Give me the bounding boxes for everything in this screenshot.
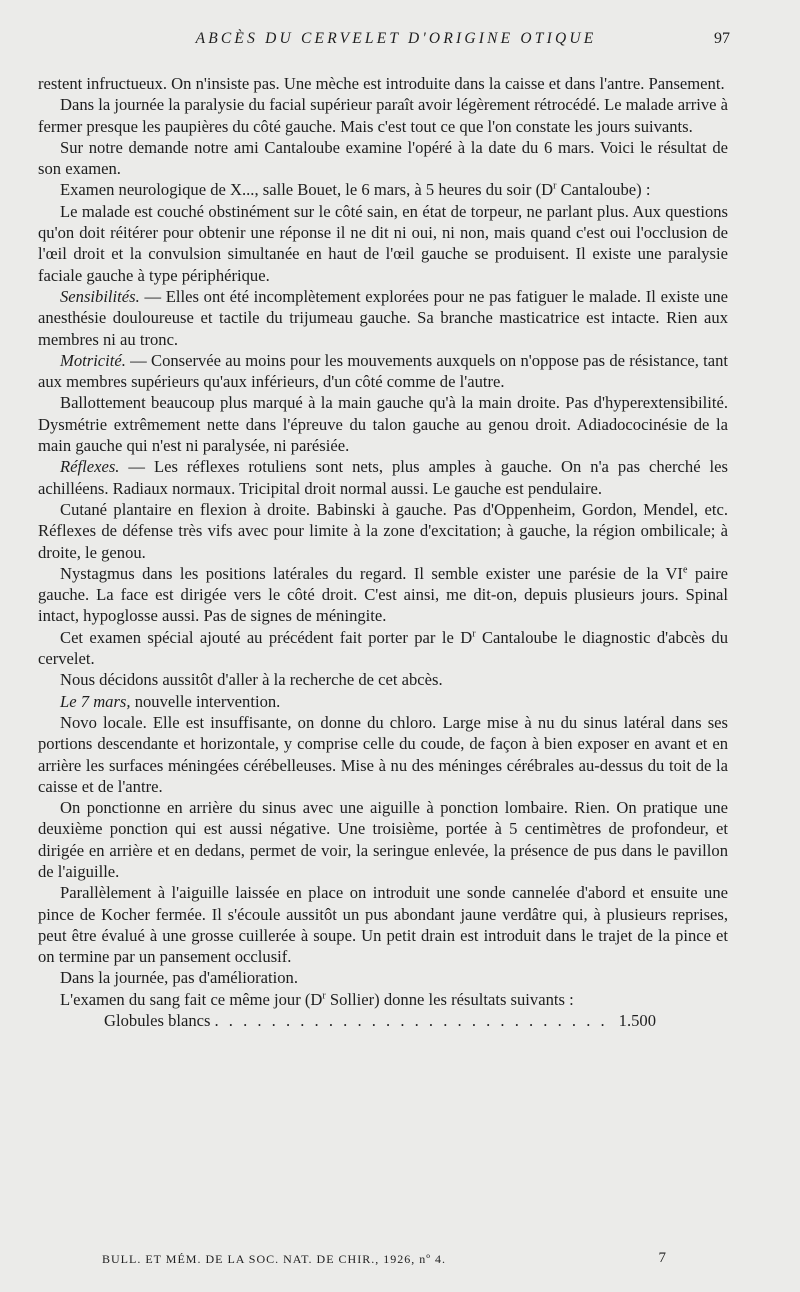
paragraph-text: L'examen du sang fait ce même jour (D	[60, 989, 323, 1009]
paragraph-text: Dans la journée, pas d'amélioration.	[60, 968, 298, 988]
paragraph-lead: Réflexes.	[60, 457, 120, 477]
paragraph	[38, 286, 728, 350]
paragraph-text: Le malade est couché obstinément sur le côté sain, en état de torpeur, ne parlant plus. Aux questions qu'on doit réitérer pour obtenir une réponse il ne dit ni oui, ni non, mais quand c'est oui l'occlusion de l'œil droit et la convulsion simultanée en haut de l'œil gauche se produisent. Il existe une paralysie faciale gauche à type périphérique.	[38, 201, 728, 285]
page-header	[62, 30, 730, 54]
paragraph-text: paire gauche. La face est dirigée vers le côté droit. C'est ainsi, me dit-on, depuis plusieurs jours. Spinal intact, hypoglosse aussi. Pas de signes de méningite.	[38, 563, 728, 626]
paragraph-lead: Sensibilités.	[60, 286, 140, 306]
paragraph-text: Novo locale. Elle est insuffisante, on donne du chloro. Large mise à nu du sinus latéral dans ses portions descendante et horizontale, y comprise celle du coude, de façon à bien exposer en avant et en arrière les surfaces méningées cérébelleuses. Mise à nu des méninges cérébrales au-dessus du toit de la caisse et de l'antre.	[38, 712, 728, 796]
paragraph	[38, 882, 728, 967]
paragraph-text: Sollier) donne les résultats suivants :	[325, 989, 574, 1009]
paragraph-text: — Conservée au moins pour les mouvements auxquels on n'oppose pas de résistance, tant aux membres supérieurs qu'aux inférieurs, d'un côté comme de l'autre.	[38, 350, 728, 392]
paragraph-text: — Les réflexes rotuliens sont nets, plus amples à gauche. On n'a pas cherché les achilléens. Radiaux normaux. Tricipital droit normal aussi. Le gauche est pendulaire.	[38, 457, 728, 498]
body-text	[38, 73, 728, 1031]
signature-mark: 7	[658, 1250, 666, 1266]
paragraph-lead: Motricité.	[60, 350, 126, 370]
paragraph-text: Ballottement beaucoup plus marqué à la main gauche qu'à la main droite. Pas d'hyperextensibilité. Dysmétrie extrêmement nette dans l'épreuve du talon gauche au genou droit. Adiadococinésie de la main gauche qui n'est ni paralysée, ni parésiée.	[38, 393, 728, 456]
paragraph	[38, 499, 728, 563]
paragraph-text: nouvelle intervention.	[130, 691, 281, 711]
paragraph	[38, 350, 728, 393]
paragraph	[38, 712, 728, 797]
superscript: r	[322, 990, 326, 1002]
page-footer	[102, 1252, 666, 1267]
leader-label: Globules blancs	[104, 1011, 211, 1031]
paragraph	[38, 201, 728, 286]
paragraph-text: Cantaloube le diagnostic d'abcès du cervelet.	[38, 627, 728, 669]
paragraph	[38, 179, 728, 200]
paragraph	[38, 797, 728, 882]
leader-value: 1.500	[618, 1011, 656, 1031]
leader-row	[38, 1010, 728, 1031]
paragraph-text: — Elles ont été incomplètement explorées pour ne pas fatiguer le malade. Il existe une anesthésie douloureuse et tactile du trijumeau gauche. Sa branche masticatrice est intacte. Rien aux membres ni au tronc.	[38, 286, 728, 349]
dot-leader	[214, 1010, 612, 1031]
paragraph	[38, 989, 728, 1010]
paragraph-text: On ponctionne en arrière du sinus avec une aiguille à ponction lombaire. Rien. On pratique une deuxième ponction qui est aussi négative. Une troisième, portée à 5 centimètres de profondeur, et dirigée en arrière et en dedans, permet de voir, la seringue enlevée, la présence de pus dans le pavillon de l'aiguille.	[38, 798, 728, 881]
paragraph	[38, 392, 728, 456]
journal-citation: BULL. ET MÉM. DE LA SOC. NAT. DE CHIR., 1926, nº 4.	[102, 1252, 446, 1266]
paragraph-list	[38, 73, 728, 1010]
paragraph-text: Parallèlement à l'aiguille laissée en place on introduit une sonde cannelée d'abord et ensuite une pince de Kocher fermée. Il s'écoule aussitôt un pus abondant jaune verdâtre qui, à plusieurs reprises, peut être évalué à une grosse cuillerée à soupe. Un petit drain est introduit dans le trajet de la pince et on termine par un pansement occlusif.	[38, 883, 728, 967]
paragraph-text: Nystagmus dans les positions latérales du regard. Il semble exister une parésie de la VI	[60, 563, 683, 583]
paragraph	[38, 691, 728, 712]
paragraph-text: Examen neurologique de X..., salle Bouet, le 6 mars, à 5 heures du soir (D	[60, 180, 554, 200]
paragraph	[38, 627, 728, 670]
paragraph-text: Cantaloube) :	[556, 180, 651, 200]
paragraph-text: Nous décidons aussitôt d'aller à la recherche de cet abcès.	[60, 670, 443, 690]
paragraph-text: Cutané plantaire en flexion à droite. Babinski à gauche. Pas d'Oppenheim, Gordon, Mendel, etc. Réflexes de défense très vifs avec pour limite à la zone d'excitation; à gauche, la région ombilicale; à droite, le genou.	[38, 499, 728, 562]
paragraph	[38, 967, 728, 988]
page-number: 97	[714, 30, 730, 47]
paragraph	[38, 456, 728, 499]
paragraph-text: Sur notre demande notre ami Cantaloube examine l'opéré à la date du 6 mars. Voici le résultat de son examen.	[38, 137, 728, 179]
superscript: e	[682, 564, 688, 576]
paragraph	[38, 563, 728, 627]
paragraph-text: Cet examen spécial ajouté au précédent fait porter par le D	[60, 627, 473, 647]
paragraph-text: Dans la journée la paralysie du facial supérieur paraît avoir légèrement rétrocédé. Le malade arrive à fermer presque les paupières du côté gauche. Mais c'est tout ce que l'on constate les jours suivants.	[38, 95, 729, 136]
paragraph	[38, 94, 728, 137]
superscript: r	[472, 628, 476, 640]
paragraph	[38, 73, 728, 94]
paragraph	[38, 137, 728, 180]
paragraph	[38, 669, 728, 690]
paragraph-text: restent infructueux. On n'insiste pas. Une mèche est introduite dans la caisse et dans l'antre. Pansement.	[38, 74, 725, 93]
superscript: r	[553, 180, 557, 192]
paragraph-lead: Le 7 mars,	[60, 691, 131, 711]
running-head: ABCÈS DU CERVELET D'ORIGINE OTIQUE	[195, 30, 597, 47]
